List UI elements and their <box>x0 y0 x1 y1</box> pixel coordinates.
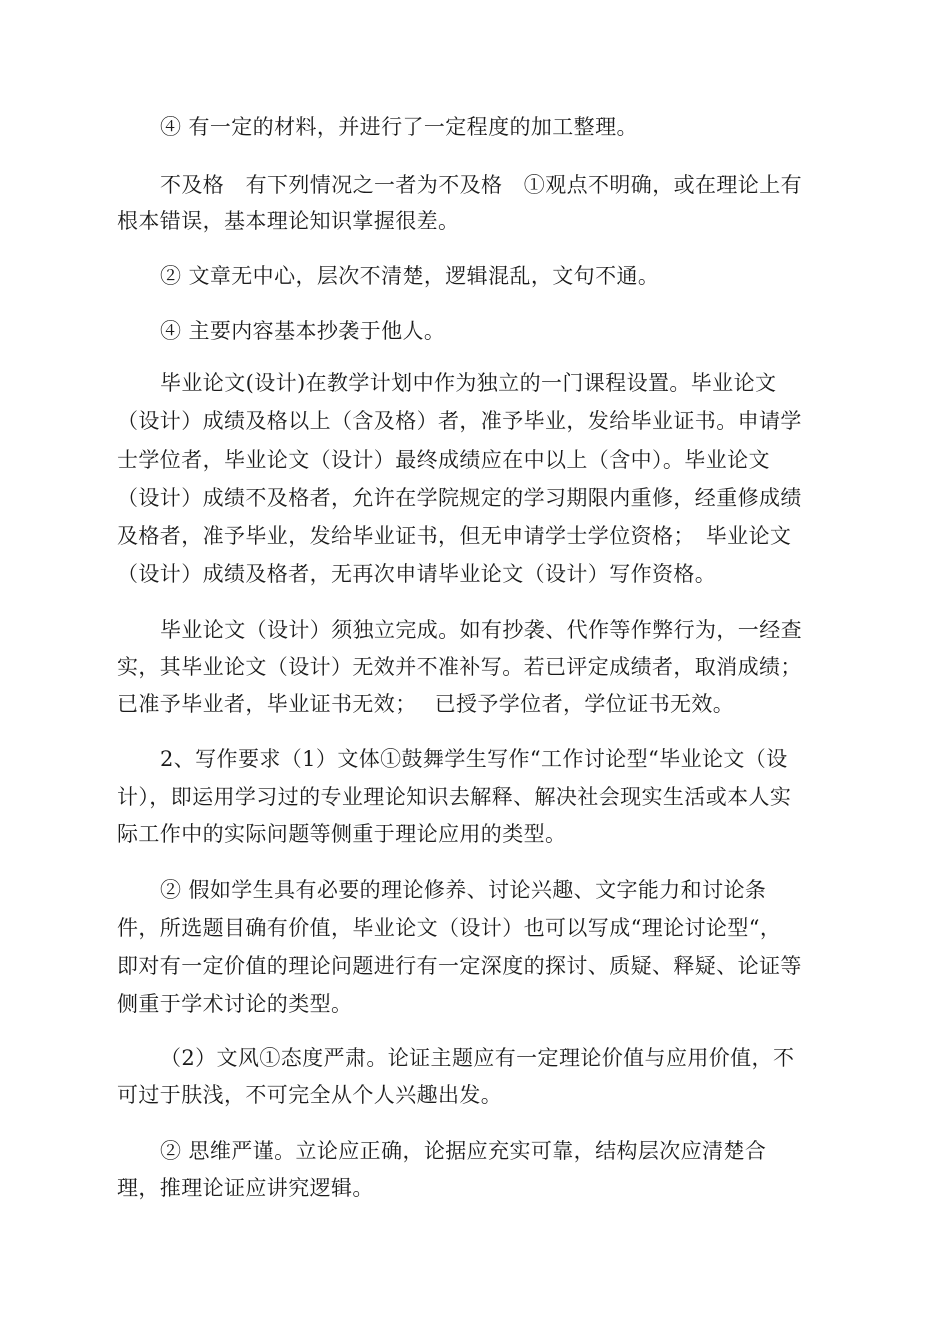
text-line: 即对有一定价值的理论问题进行有一定深度的探讨、质疑、释疑、论证等 <box>117 954 802 978</box>
text-line: 已准予毕业者，毕业证书无效； 已授予学位者，学位证书无效。 <box>117 692 735 716</box>
text-line: 士学位者，毕业论文（设计）最终成绩应在中以上（含中）。毕业论文 <box>117 448 770 472</box>
text-line: ④ 有一定的材料，并进行了一定程度的加工整理。 <box>160 115 638 139</box>
text-line: 不及格 有下列情况之一者为不及格 ①观点不明确，或在理论上有 <box>160 173 802 197</box>
text-line: 毕业论文（设计）须独立完成。如有抄袭、代作等作弊行为，一经查 <box>160 618 802 642</box>
text-line: （设计）成绩及格以上（含及格）者，准予毕业，发给毕业证书。申请学 <box>117 409 802 433</box>
text-line: 2、写作要求（1）文体①鼓舞学生写作“工作讨论型“毕业论文（设 <box>160 747 788 771</box>
text-line: ② 假如学生具有必要的理论修养、讨论兴趣、文字能力和讨论条 <box>160 878 767 902</box>
text-line: 理，推理论证应讲究逻辑。 <box>117 1176 374 1200</box>
text-line: 实，其毕业论文（设计）无效并不准补写。若已评定成绩者，取消成绩； <box>117 655 802 679</box>
text-line: 及格者，准予毕业，发给毕业证书，但无申请学士学位资格； 毕业论文 <box>117 524 792 548</box>
text-line: （设计）成绩及格者，无再次申请毕业论文（设计）写作资格。 <box>117 562 717 586</box>
text-line: 计），即运用学习过的专业理论知识去解释、解决社会现实生活或本人实 <box>117 785 792 809</box>
text-line: 侧重于学术讨论的类型。 <box>117 992 353 1016</box>
text-line: （2）文风①态度严肃。论证主题应有一定理论价值与应用价值，不 <box>160 1046 795 1070</box>
text-line: 件，所选题目确有价值，毕业论文（设计）也可以写成“理论讨论型“， <box>117 916 782 940</box>
text-line: （设计）成绩不及格者，允许在学院规定的学习期限内重修，经重修成绩 <box>117 486 802 510</box>
text-line: 根本错误，基本理论知识掌握很差。 <box>117 209 460 233</box>
text-line: 可过于肤浅，不可完全从个人兴趣出发。 <box>117 1083 503 1107</box>
text-line: ② 思维严谨。立论应正确，论据应充实可靠，结构层次应清楚合 <box>160 1139 767 1163</box>
text-line: ② 文章无中心，层次不清楚，逻辑混乱，文句不通。 <box>160 264 660 288</box>
text-line: 毕业论文(设计)在教学计划中作为独立的一门课程设置。毕业论文 <box>160 371 777 395</box>
text-line: ④ 主要内容基本抄袭于他人。 <box>160 319 446 343</box>
text-line: 际工作中的实际问题等侧重于理论应用的类型。 <box>117 822 567 846</box>
